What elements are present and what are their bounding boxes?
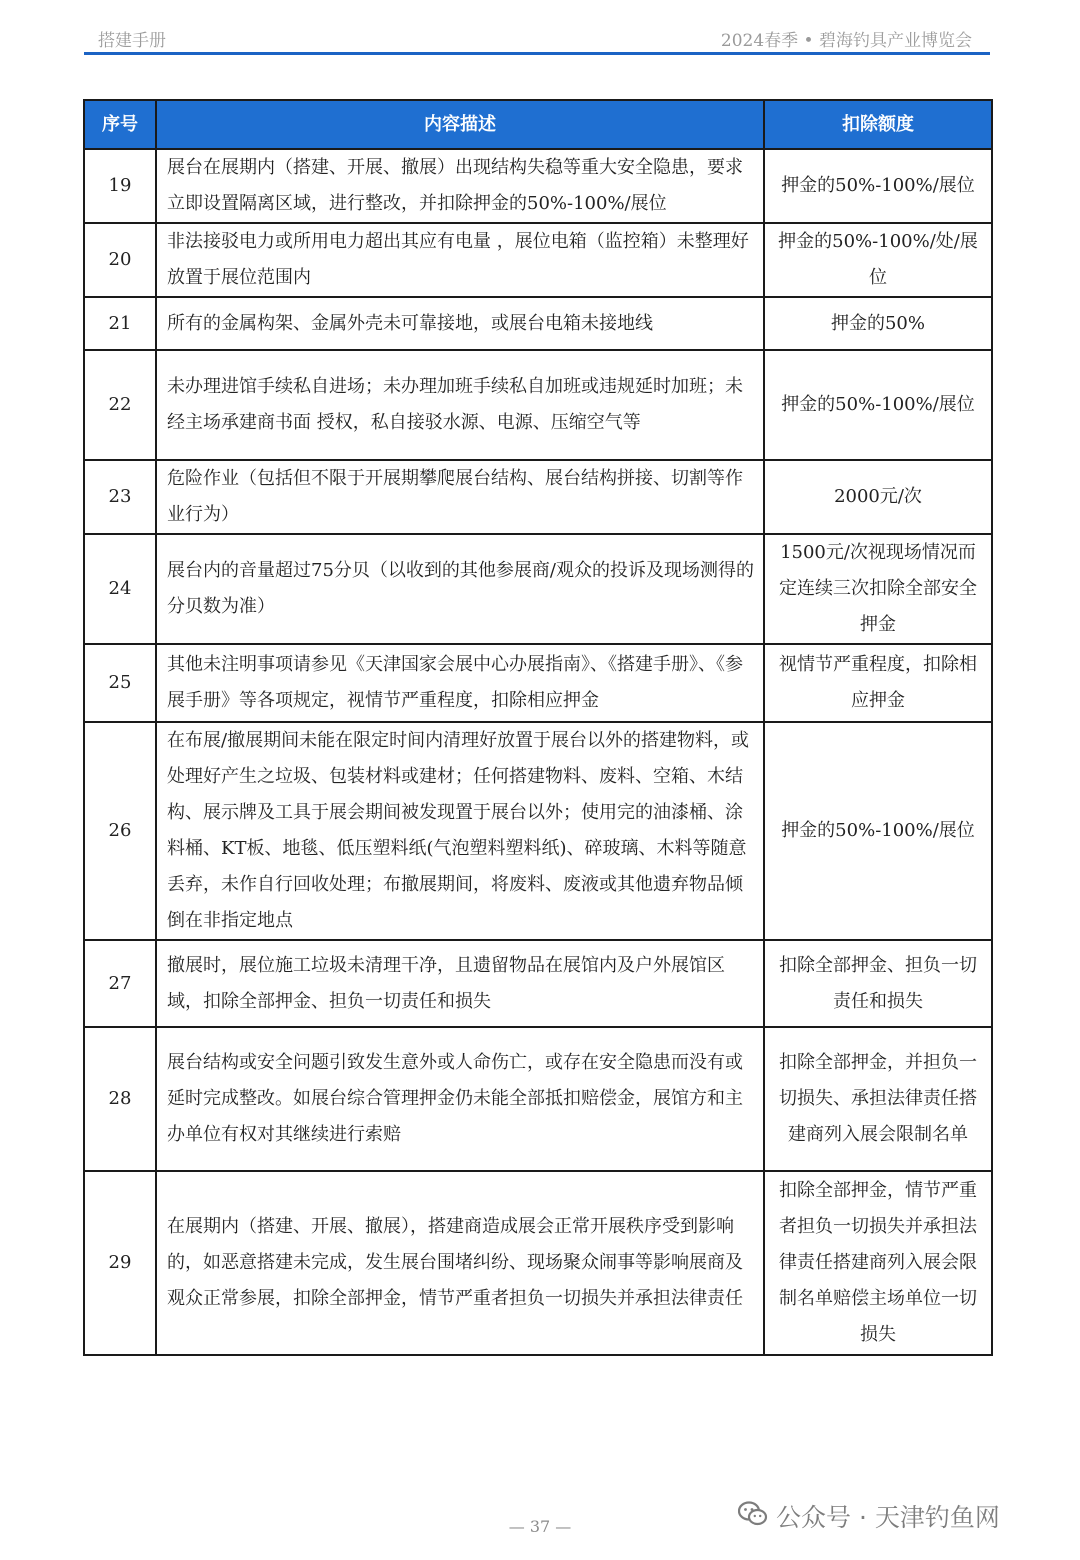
header-right-title: 2024春季 • 碧海钓具产业博览会	[720, 31, 972, 51]
row-deduction: 押金的50%-100%/处/展位	[764, 223, 992, 297]
row-number: 23	[84, 460, 156, 534]
page-header	[84, 22, 990, 54]
row-deduction: 视情节严重程度，扣除相应押金	[764, 644, 992, 722]
table-row	[84, 940, 992, 1027]
row-description: 撤展时，展位施工垃圾未清理干净，且遗留物品在展馆内及户外展馆区域，扣除全部押金、担负一切责任和损失	[156, 940, 764, 1027]
deduction-table	[83, 99, 993, 1356]
page-number: — 37 —	[508, 1517, 572, 1536]
table-header-row	[84, 100, 992, 149]
row-description: 展台在展期内（搭建、开展、撤展）出现结构失稳等重大安全隐患，要求立即设置隔离区域，进行整改，并扣除押金的50%-100%/展位	[156, 149, 764, 223]
table-row	[84, 297, 992, 350]
row-deduction: 押金的50%-100%/展位	[764, 722, 992, 940]
row-deduction: 2000元/次	[764, 460, 992, 534]
row-number: 20	[84, 223, 156, 297]
table-row	[84, 644, 992, 722]
row-description: 其他未注明事项请参见《天津国家会展中心办展指南》、《搭建手册》、《参展手册》等各项规定，视情节严重程度，扣除相应押金	[156, 644, 764, 722]
header-left-title: 搭建手册	[98, 31, 166, 51]
table-row	[84, 149, 992, 223]
column-header-deduction: 扣除额度	[764, 100, 992, 149]
row-description: 展台结构或安全问题引致发生意外或人命伤亡，或存在安全隐患而没有或延时完成整改。如展台综合管理押金仍未能全部抵扣赔偿金，展馆方和主办单位有权对其继续进行索赔	[156, 1027, 764, 1171]
row-deduction: 押金的50%-100%/展位	[764, 149, 992, 223]
wechat-icon	[738, 1501, 768, 1537]
row-deduction: 扣除全部押金，情节严重者担负一切损失并承担法律责任搭建商列入展会限制名单赔偿主场单位一切损失	[764, 1171, 992, 1355]
row-description: 危险作业（包括但不限于开展期攀爬展台结构、展台结构拼接、切割等作业行为）	[156, 460, 764, 534]
header-divider	[84, 52, 990, 55]
column-header-description: 内容描述	[156, 100, 764, 149]
table-row	[84, 534, 992, 644]
column-header-number: 序号	[84, 100, 156, 149]
row-number: 25	[84, 644, 156, 722]
row-deduction: 押金的50%-100%/展位	[764, 350, 992, 460]
watermark	[738, 1500, 1000, 1536]
table-row	[84, 722, 992, 940]
row-description: 在布展/撤展期间未能在限定时间内清理好放置于展台以外的搭建物料，或处理好产生之垃圾、包装材料或建材；任何搭建物料、废料、空箱、木结构、展示牌及工具于展会期间被发现置于展台以外；使用完的油漆桶、涂料桶、KT板、地毯、低压塑料纸(气泡塑料塑料纸)、碎玻璃、木料等随意丢弃，未作自行回收处理；布撤展期间，将废料、废液或其他遗弃物品倾倒在非指定地点	[156, 722, 764, 940]
row-deduction: 1500元/次视现场情况而定连续三次扣除全部安全押金	[764, 534, 992, 644]
row-number: 22	[84, 350, 156, 460]
table-row	[84, 1171, 992, 1355]
row-number: 21	[84, 297, 156, 350]
table-row	[84, 223, 992, 297]
row-description: 在展期内（搭建、开展、撤展），搭建商造成展会正常开展秩序受到影响的，如恶意搭建未完成，发生展台围堵纠纷、现场聚众闹事等影响展商及观众正常参展，扣除全部押金，情节严重者担负一切损失并承担法律责任	[156, 1171, 764, 1355]
table-row	[84, 1027, 992, 1171]
row-deduction: 扣除全部押金，并担负一切损失、承担法律责任搭建商列入展会限制名单	[764, 1027, 992, 1171]
row-description: 非法接驳电力或所用电力超出其应有电量 ，展位电箱（监控箱）未整理好放置于展位范围内	[156, 223, 764, 297]
row-deduction: 押金的50%	[764, 297, 992, 350]
row-description: 展台内的音量超过75分贝（以收到的其他参展商/观众的投诉及现场测得的分贝数为准）	[156, 534, 764, 644]
table-row	[84, 460, 992, 534]
row-number: 27	[84, 940, 156, 1027]
row-number: 29	[84, 1171, 156, 1355]
row-description: 所有的金属构架、金属外壳未可靠接地，或展台电箱未接地线	[156, 297, 764, 350]
watermark-text: 公众号 · 天津钓鱼网	[776, 1503, 1000, 1532]
row-deduction: 扣除全部押金、担负一切责任和损失	[764, 940, 992, 1027]
table-row	[84, 350, 992, 460]
row-number: 26	[84, 722, 156, 940]
row-number: 24	[84, 534, 156, 644]
row-number: 28	[84, 1027, 156, 1171]
row-description: 未办理进馆手续私自进场；未办理加班手续私自加班或违规延时加班；未经主场承建商书面 授权，私自接驳水源、电源、压缩空气等	[156, 350, 764, 460]
row-number: 19	[84, 149, 156, 223]
